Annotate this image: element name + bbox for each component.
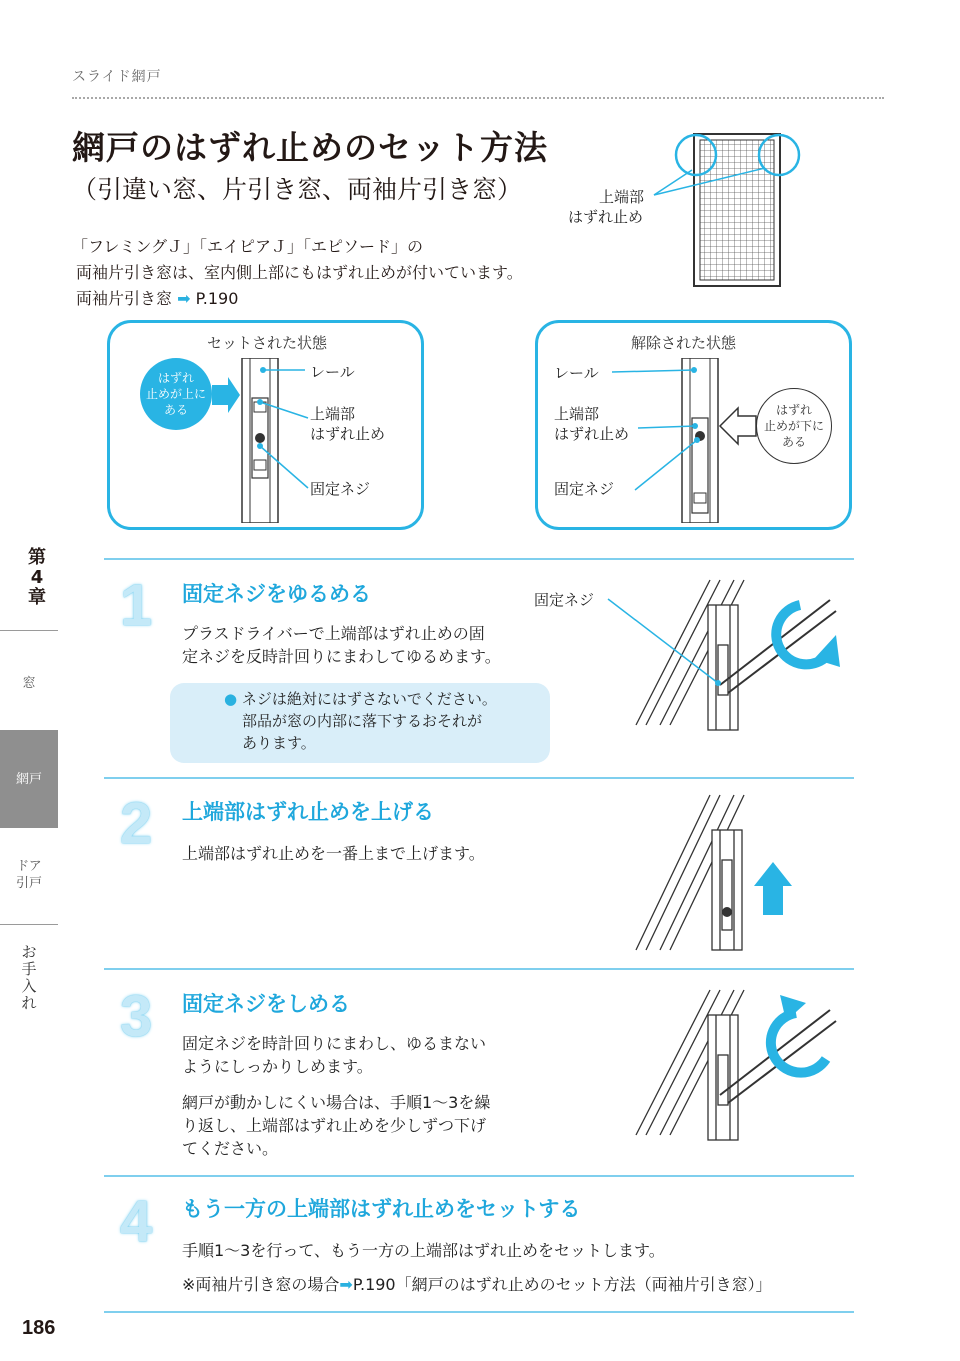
step-3-line: 網戸が動かしにくい場合は、手順1～3を繰 bbox=[182, 1093, 491, 1112]
state-set-diagram bbox=[210, 358, 320, 523]
step-3-line: 固定ネジを時計回りにまわし、ゆるまない bbox=[182, 1034, 487, 1053]
step-divider bbox=[104, 968, 854, 970]
step-4-title: もう一方の上端部はずれ止めをセットする bbox=[182, 1197, 581, 1221]
step-1-figure bbox=[600, 575, 850, 735]
state-released-title: 解除された状態 bbox=[631, 334, 737, 352]
sidebar-care-char: 手 bbox=[21, 960, 37, 978]
state-set-stopper-label: 上端部 bbox=[310, 405, 356, 423]
sidebar-item-screen-active[interactable] bbox=[0, 730, 58, 828]
step-2-number: 2 bbox=[120, 791, 153, 856]
sidebar-divider bbox=[0, 630, 58, 631]
step-1-figure-label: 固定ネジ bbox=[534, 591, 595, 609]
step-1-note-text bbox=[224, 688, 497, 754]
step-4-number: 4 bbox=[120, 1189, 153, 1254]
arrow-right-icon: ➡ bbox=[339, 1275, 353, 1294]
step-1-number: 1 bbox=[120, 573, 153, 638]
sidebar-item-window[interactable]: 窓 bbox=[22, 676, 36, 691]
chapter-number: 4 bbox=[30, 567, 44, 588]
step-3-text-2 bbox=[182, 1091, 490, 1160]
sidebar-door-line: ドア bbox=[16, 859, 42, 874]
note-line: ネジは絶対にはずさないでください。 bbox=[241, 690, 497, 708]
intro-ref-text: 両袖片引き窓 bbox=[76, 289, 173, 308]
state-released-screw-label: 固定ネジ bbox=[554, 480, 615, 498]
step-3-line: ようにしっかりしめます。 bbox=[182, 1057, 373, 1076]
state-set-rail-label: レール bbox=[310, 363, 355, 381]
step-divider bbox=[104, 777, 854, 779]
state-released-stopper-label: 上端部 bbox=[554, 405, 600, 423]
note-line: あります。 bbox=[242, 734, 316, 752]
sidebar-item-screen-label: 網戸 bbox=[15, 772, 42, 787]
step-2-figure bbox=[620, 790, 850, 955]
step-divider bbox=[104, 1175, 854, 1177]
step-3-number: 3 bbox=[120, 984, 153, 1049]
bubble-line: はずれ bbox=[157, 371, 194, 385]
state-set-stopper-label-2: はずれ止め bbox=[310, 425, 386, 443]
page-number: 186 bbox=[22, 1317, 56, 1339]
sidebar-care-char: 入 bbox=[21, 977, 37, 995]
section-label: スライド網戸 bbox=[72, 69, 162, 85]
step-4-ref-link[interactable]: P.190「網戸のはずれ止めのセット方法（両袖片引き窓）」 bbox=[352, 1275, 772, 1294]
step-3-line: てください。 bbox=[182, 1139, 279, 1158]
step-3-text bbox=[182, 1032, 486, 1078]
step-1-line: プラスドライバーで上端部はずれ止めの固 bbox=[182, 624, 485, 643]
chapter-marker bbox=[20, 548, 54, 608]
intro-line-2: 両袖片引き窓は、室内側上部にもはずれ止めが付いています。 bbox=[76, 263, 523, 282]
state-set-bubble bbox=[140, 358, 212, 430]
intro-line-1: 「フレミングＪ」「エイピアＪ」「エピソード」の bbox=[72, 237, 424, 256]
state-set-title: セットされた状態 bbox=[207, 334, 328, 352]
state-released-stopper-label-2: はずれ止め bbox=[554, 425, 630, 443]
step-3-title: 固定ネジをしめる bbox=[182, 992, 350, 1016]
figure-label-top-stopper: 上端部 bbox=[599, 188, 645, 206]
sidebar-door-line: 引戸 bbox=[15, 876, 42, 891]
sidebar-item-door[interactable] bbox=[0, 858, 58, 892]
sidebar-item-care[interactable] bbox=[0, 944, 58, 1012]
step-1-text bbox=[182, 622, 501, 668]
step-1-title: 固定ネジをゆるめる bbox=[182, 582, 371, 606]
step-3-line: り返し、上端部はずれ止めを少しずつ下げ bbox=[182, 1116, 487, 1135]
step-2-text: 上端部はずれ止めを一番上まで上げます。 bbox=[182, 844, 485, 863]
sidebar-care-char: お bbox=[21, 943, 37, 961]
chapter-char: 第 bbox=[28, 547, 46, 568]
step-4-text: 手順1～3を行って、もう一方の上端部はずれ止めをセットします。 bbox=[182, 1241, 665, 1260]
step-4-reference bbox=[182, 1273, 772, 1296]
step-1-line: 定ネジを反時計回りにまわしてゆるめます。 bbox=[182, 647, 501, 666]
bubble-line: 止めが上に bbox=[145, 387, 206, 401]
step-4-ref-prefix: ※両袖片引き窓の場合 bbox=[182, 1275, 340, 1294]
bubble-line: ある bbox=[163, 403, 188, 417]
step-2-title: 上端部はずれ止めを上げる bbox=[182, 800, 434, 824]
page-title: 網戸のはずれ止めのセット方法 bbox=[72, 128, 548, 167]
bullet-icon: ● bbox=[224, 690, 238, 708]
bubble-line: 止めが下に bbox=[763, 419, 824, 433]
page-subtitle: （引違い窓、片引き窓、両袖片引き窓） bbox=[72, 175, 523, 204]
state-released-bubble bbox=[756, 388, 832, 464]
bubble-line: はずれ bbox=[775, 403, 812, 417]
state-released-rail-label: レール bbox=[554, 364, 599, 382]
step-3-figure bbox=[600, 985, 850, 1145]
step-divider bbox=[104, 558, 854, 560]
chapter-char: 章 bbox=[28, 587, 46, 608]
arrow-right-icon: ➡ bbox=[177, 289, 191, 308]
header-divider bbox=[72, 97, 884, 99]
note-line: 部品が窓の内部に落下するおそれが bbox=[242, 712, 483, 730]
bubble-line: ある bbox=[781, 435, 806, 449]
intro-ref-page[interactable]: P.190 bbox=[195, 289, 239, 308]
step-divider bbox=[104, 1311, 854, 1313]
state-set-screw-label: 固定ネジ bbox=[310, 480, 371, 498]
figure-label-top-stopper-2: はずれ止め bbox=[568, 208, 644, 226]
sidebar-divider bbox=[0, 924, 58, 925]
sidebar-care-char: れ bbox=[21, 994, 37, 1012]
intro-line-3 bbox=[76, 286, 238, 309]
